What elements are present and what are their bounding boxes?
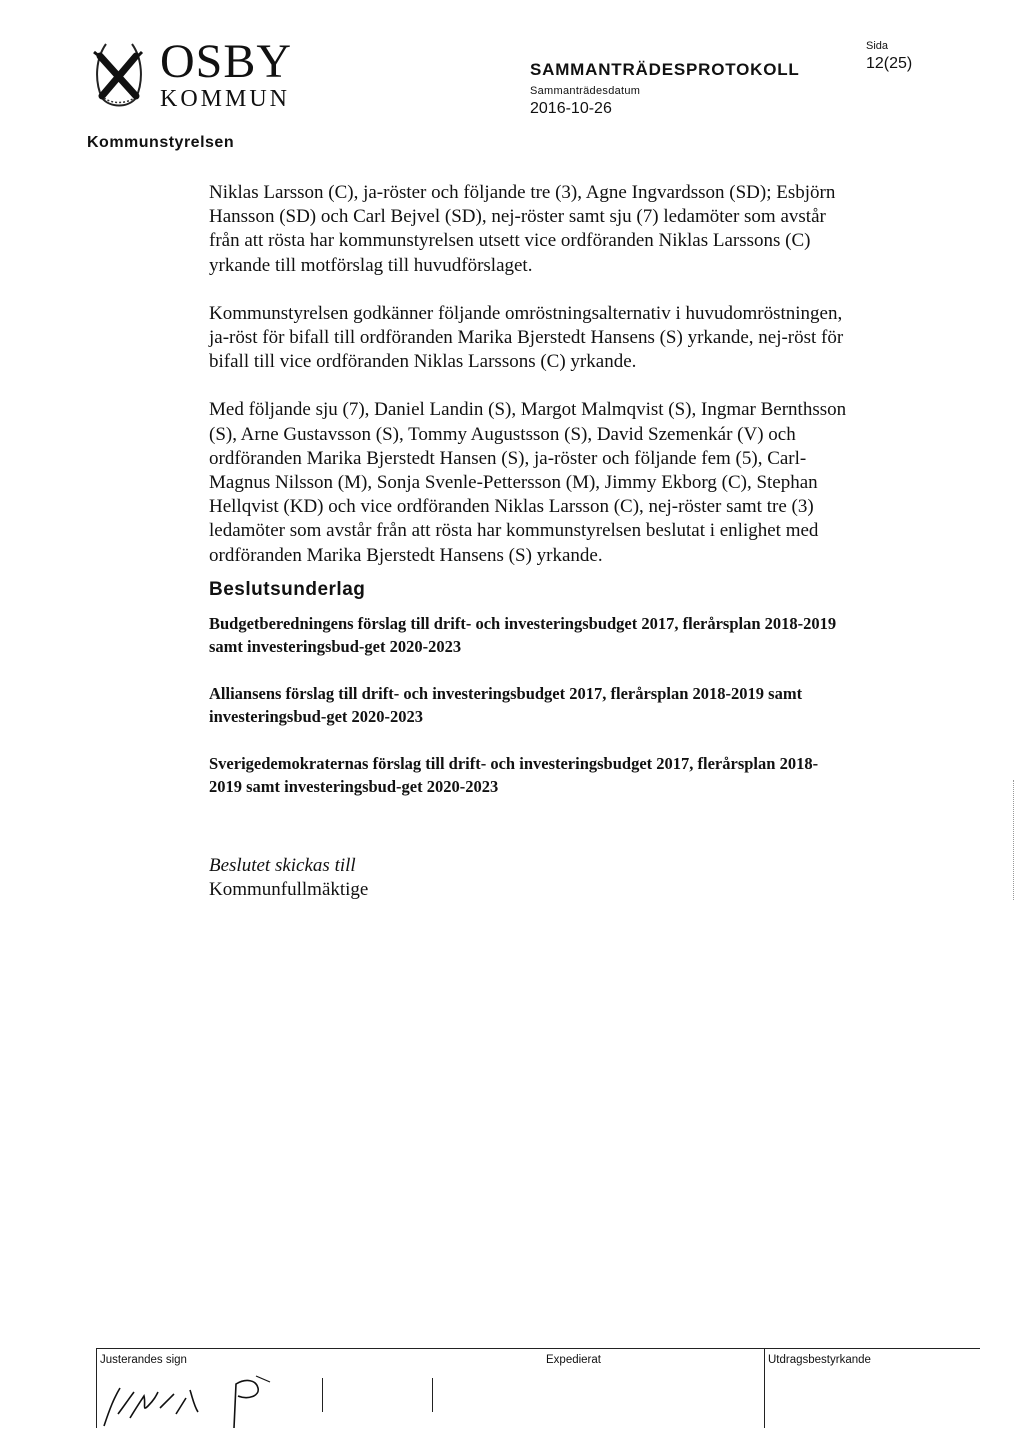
paragraph-decision: Med följande sju (7), Daniel Landin (S), Margot Malmqvist (S), Ingmar Bernthsson (S), Arne Gustavsson (S), Tommy Augustsson (S), David Szemenkár (V) och ordföranden Marika Bjerstedt Hansen (S), ja-röster och följande fem (5), Carl-Magnus Nilsson (M), Sonja Svenle-Pettersson (M), Jimmy Ekborg (C), Stephan Hellqvist (KD) och vice ordföranden Niklas Larsson (C), nej-röster samt tre (3) ledamöter som avstår från att rösta har kommunstyrelsen beslutat i enlighet med ordföranden Marika Bjerstedt Hansens (S) yrkande. [209,399,847,566]
page-edge-mark [1013,780,1014,900]
utdragsbestyrkande-label: Utdragsbestyrkande [768,1354,871,1366]
meeting-date: 2016-10-26 [530,100,612,117]
protocol-body [209,181,849,902]
organization-name: Kommunstyrelsen [87,134,235,151]
logo-subtitle: KOMMUN [160,86,291,112]
document-title: SAMMANTRÄDESPROTOKOLL [530,60,800,79]
page-label: Sida [866,40,889,52]
underlag-item: Sverigedemokraternas förslag till drift- och investeringsbudget 2017, flerårsplan 2018-2019 samt investeringsbud-get 2020-2023 [209,753,819,796]
sent-to-recipient: Kommunfullmäktige [209,879,369,901]
justerandes-sign-label: Justerandes sign [100,1354,187,1366]
section-heading-beslutsunderlag: Beslutsunderlag [209,578,366,600]
logo-name: OSBY [160,35,293,88]
signature-footer [96,1348,980,1428]
paragraph-vote-result: Niklas Larsson (C), ja-röster och följande tre (3), Agne Ingvardsson (SD); Esbjörn Hansson (SD) och Carl Bejvel (SD), nej-röster samt sju (7) ledamöter som avstår från att rösta har kommunstyrelsen utsett vice ordföranden Niklas Larssons (C) yrkande till motförslag till huvudförslaget. [209,182,836,276]
page-number: 12(25) [866,55,913,72]
municipality-crest-icon [84,38,154,110]
handwritten-initials-icon [226,1366,276,1430]
meeting-date-label: Sammanträdesdatum [530,85,641,97]
expedierat-label: Expedierat [546,1354,601,1366]
handwritten-signature-icon [100,1378,200,1428]
underlag-item: Alliansens förslag till drift- och investeringsbudget 2017, flerårsplan 2018-2019 samt investeringsbud-get 2020-2023 [209,683,803,726]
paragraph-vote-alternatives: Kommunstyrelsen godkänner följande omröstningsalternativ i huvudomröstningen, ja-röst för bifall till ordföranden Marika Bjerstedt Hansens (S) yrkande, nej-röst för bifall till vice ordföranden Niklas Larssons (C) yrkande. [209,302,844,373]
underlag-item: Budgetberedningens förslag till drift- och investeringsbudget 2017, flerårsplan 2018-2019 samt investeringsbud-get 2020-2023 [209,613,837,656]
sent-to-label: Beslutet skickas till [209,854,356,876]
